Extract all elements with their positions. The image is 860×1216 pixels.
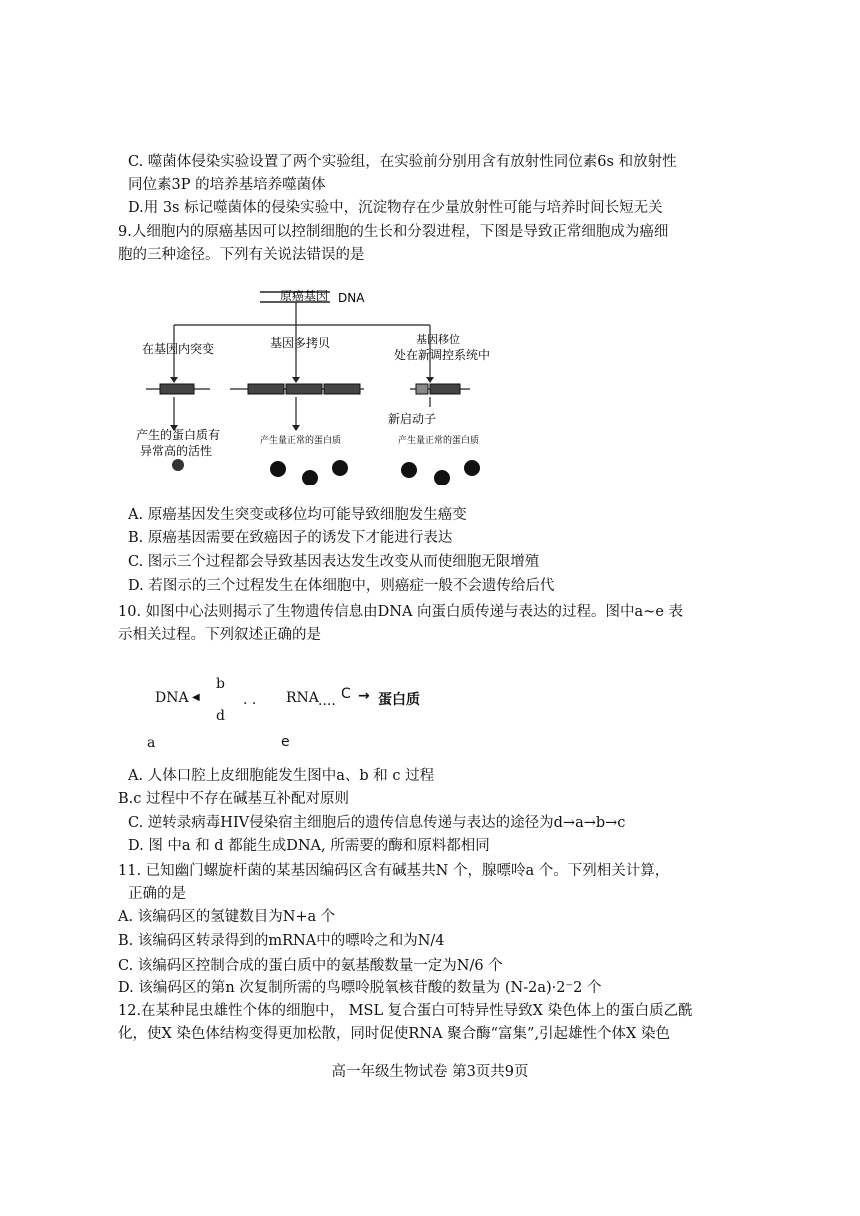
path3-label-1: 基因移位 [416,333,460,346]
question-9-line1: 9.人细胞内的原癌基因可以控制细胞的生长和分裂进程，下图是导致正常细胞成为癌细 [118,224,669,240]
option-d11: D. 该编码区的第n 次复制所需的鸟嘌呤脱氧核苷酸的数量为 (N-2a)·2⁻2 个 [118,980,602,996]
label-c: C [341,686,351,702]
right-arrow-icon: → [358,688,370,704]
option-d8: D.用 3s 标记噬菌体的侵染实验中，沉淀物存在少量放射性可能与培养时间长短无关 [128,200,663,216]
option-a11: A. 该编码区的氢键数目为N+a 个 [118,909,336,925]
label-dots: . . [243,692,257,708]
question-10-line2: 示相关过程。下列叙述正确的是 [118,627,321,643]
question-11-line1: 11. 已知幽门螺旋杆菌的某基因编码区含有碱基共N 个，腺嘌呤a 个。下列相关计算， [118,863,670,879]
protein-blob [270,461,286,477]
option-b9: B. 原癌基因需要在致癌因子的诱发下才能进行表达 [128,530,453,546]
label-d: d [216,708,225,724]
question-10-line1: 10. 如图中心法则揭示了生物遗传信息由DNA 向蛋白质传递与表达的过程。图中a~e 表 [118,604,684,620]
figure-9-diagram [130,285,510,485]
option-a9: A. 原癌基因发生突变或移位均可能导致细胞发生癌变 [128,507,467,523]
option-c10: C. 逆转录病毒HIV侵染宿主细胞后的遗传信息传递与表达的途径为d→a→b→c [128,815,626,831]
protein-blob [302,470,318,485]
option-c9: C. 图示三个过程都会导致基因表达发生改变从而使细胞无限增殖 [128,554,540,570]
label-dna: DNA [155,690,189,706]
result2-label: 产生量正常的蛋白质 [260,436,342,446]
label-b: b [216,676,225,692]
question-12-line2: 化，使X 染色体结构变得更加松散，同时促使RNA 聚合酶“富集”,引起雄性个体X 染色 [118,1026,670,1042]
option-d9: D. 若图示的三个过程发生在体细胞中，则癌症一般不会遗传给后代 [128,578,555,594]
option-c11: C. 该编码区控制合成的蛋白质中的氨基酸数量一定为N/6 个 [118,958,503,974]
option-a10: A. 人体口腔上皮细胞能发生图中a、b 和 c 过程 [128,768,435,784]
dna-label: DNA [338,291,365,305]
option-c8-line2: 同位素3P 的培养基培养噬菌体 [128,177,326,193]
gene-label: 原癌基因 [280,289,329,303]
label-e: e [281,734,290,750]
label-rna: RNA [286,690,319,706]
left-arrow-icon: ◀ [192,692,200,703]
label-a: a [147,735,156,751]
protein-blob [464,460,480,476]
protein-blob [434,470,450,485]
protein-blob [172,459,184,471]
option-b11: B. 该编码区转录得到的mRNA中的嘌呤之和为N/4 [118,933,445,949]
result1-line1: 产生的蛋白质有 [136,428,221,442]
page-footer: 高一年级生物试卷 第3页共9页 [331,1064,529,1080]
result3-label: 产生量正常的蛋白质 [398,436,480,446]
path3-label-2: 处在新调控系统中 [394,348,491,362]
question-12-line1: 12.在某种昆虫雄性个体的细胞中， MSL 复合蛋白可特异性导致X 染色体上的蛋白质乙酰 [118,1003,693,1019]
question-11-line2: 正确的是 [128,886,186,902]
label-protein: 蛋白质 [378,692,420,708]
option-b10: B.c 过程中不存在碱基互补配对原则 [118,791,349,807]
path1-label: 在基因内突变 [142,342,215,356]
protein-blob [332,460,348,476]
path2-label: 基因多拷贝 [270,336,331,350]
label-dashes: .... [318,693,336,709]
promoter-label: 新启动子 [388,412,437,426]
question-9-line2: 胞的三种途径。下列有关说法错误的是 [118,247,365,263]
option-c8-line1: C. 噬菌体侵染实验设置了两个实验组，在实验前分别用含有放射性同位素6s 和放射性 [128,154,677,170]
option-d10: D. 图 中a 和 d 都能生成DNA, 所需要的酶和原料都相同 [128,838,490,854]
result1-line2: 异常高的活性 [140,444,213,458]
protein-blob [401,462,417,478]
